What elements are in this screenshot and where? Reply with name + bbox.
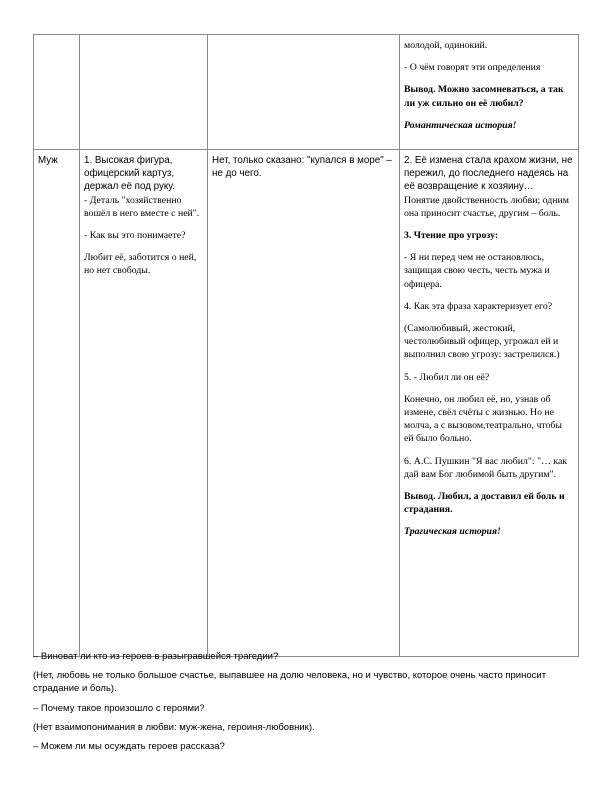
cell-text: - О чём говорят эти определения — [404, 62, 541, 74]
table-row — [34, 35, 579, 150]
table-cell — [34, 35, 80, 150]
table-cell-description — [208, 150, 400, 657]
cell-text: 2. Её измена стала крахом жизни, не пережил, до последнего надеясь на её возвращение к хозяину… — [404, 155, 573, 193]
table-cell — [80, 35, 208, 150]
cell-text: 4. Как эта фраза характеризует его? — [404, 300, 553, 312]
cell-text: - Я ни перед чем не остановлюсь, защищая свою честь, честь мужа и офицера. — [404, 252, 550, 290]
question-line: – Почему такое произошло с героями? — [33, 702, 205, 714]
cell-conclusion: Вывод. Можно засомневаться, а так ли уж сильно он её любил? — [404, 84, 564, 109]
table-cell-notes — [400, 35, 579, 150]
cell-text: 6. А.С. Пушкин "Я вас любил": "… как дай вам Бог любимой быть другим". — [404, 455, 568, 480]
cell-heading: 3. Чтение про угрозу: — [404, 230, 499, 242]
cell-text: 5. - Любил ли он её? — [404, 371, 490, 383]
cell-text: - Деталь "хозяйственно вошёл в него вместе с ней". — [84, 194, 200, 219]
answer-line: (Нет, любовь не только большое счастье, выпавшее на долю человека, но и чувство, которое очень часто приносит страдание и боль). — [33, 670, 547, 695]
table-cell-appearance — [80, 150, 208, 657]
cell-text: Нет, только сказано: "купался в море" – не до чего. — [212, 155, 392, 180]
question-line: – Можем ли мы осуждать героев рассказа? — [33, 741, 225, 753]
lesson-table — [33, 34, 579, 657]
cell-text: - Как вы это понимаете? — [84, 230, 186, 242]
table-cell-character — [34, 150, 80, 657]
cell-text: (Самолюбивый, жестокий, честолюбивый офицер, угрожал ей и выполнил свою угрозу: застрелился.) — [404, 323, 560, 361]
table-cell — [208, 35, 400, 150]
character-name: Муж — [38, 155, 58, 166]
cell-text: 1. Высокая фигура, офицерский картуз, держал её под руку. — [84, 155, 175, 193]
cell-text: Конечно, он любил её, но, узнав об измене, свёл счёты с жизнью. Но не молча, а с вызовом,театрально, чтобы ей было больно. — [404, 393, 562, 445]
cell-verdict: Трагическая история! — [404, 526, 501, 538]
cell-verdict: Романтическая история! — [404, 119, 517, 131]
cell-text: Понятие двойственность любви; одним она приносит счастье, другим – боль. — [404, 194, 569, 219]
discussion-text — [33, 650, 579, 759]
table-cell-notes — [400, 150, 579, 657]
cell-text: молодой, одинокий. — [404, 40, 488, 51]
question-line: – Виноват ли кто из героев в разыгравшейся трагедии? — [33, 651, 279, 662]
cell-conclusion: Вывод. Любил, а доставил ей боль и страдания. — [404, 491, 565, 516]
cell-text: Любит её, заботится о ней, но нет свободы. — [84, 252, 197, 277]
answer-line: (Нет взаимопонимания в любви: муж-жена, героиня-любовник). — [33, 721, 315, 733]
table-row — [34, 150, 579, 657]
